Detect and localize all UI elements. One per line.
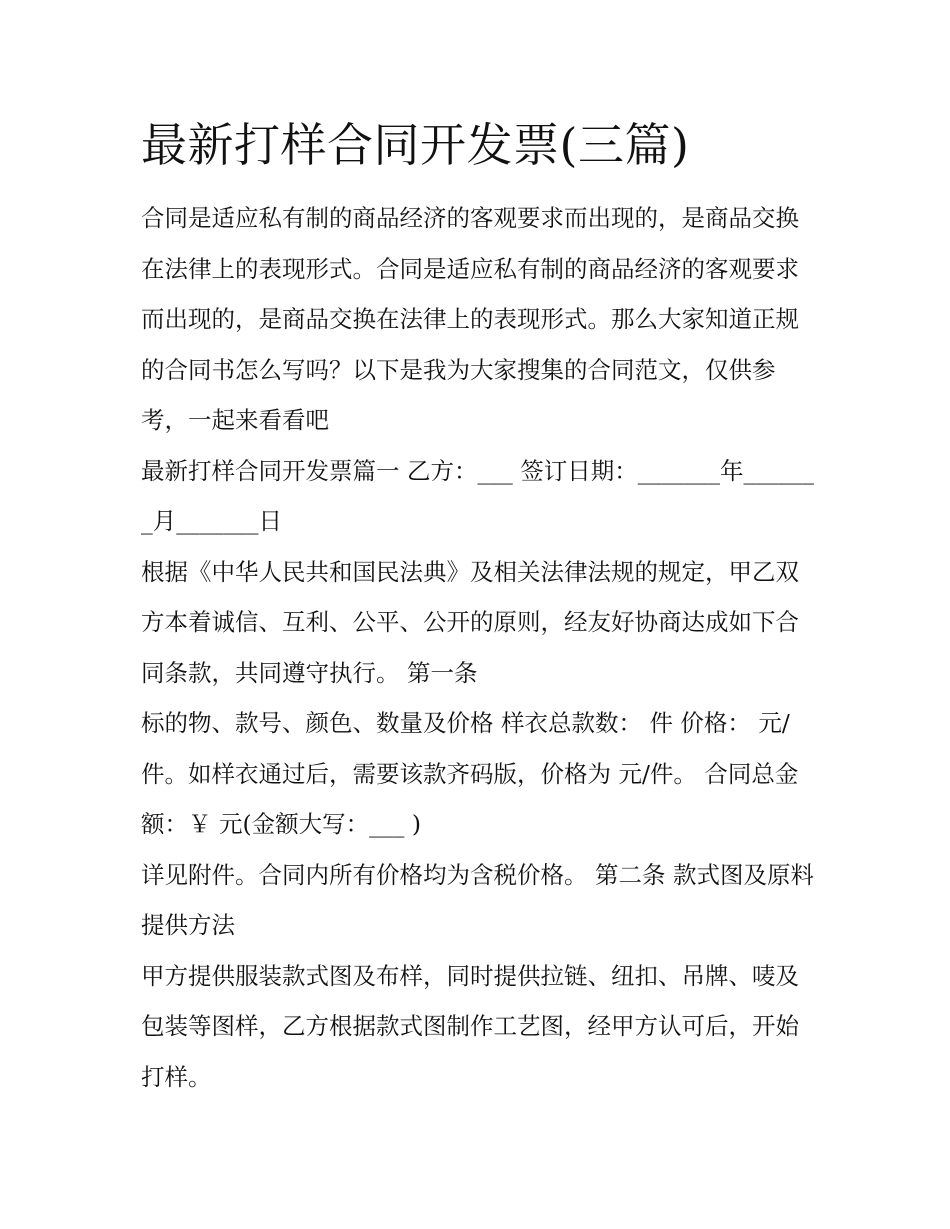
paragraph-intro: 合同是适应私有制的商品经济的客观要求而出现的，是商品交换在法律上的表现形式。合同是适应私有制的商品经济的客观要求而出现的，是商品交换在法律上的表现形式。那么大家知道正规的合同书怎么写吗？以下是我为大家搜集的合同范文，仅供参考，一起来看看吧 [141, 204, 799, 434]
paragraph-section-one-header: 最新打样合同开发票篇一 乙方：___ 签订日期：_______年_______月_______日 [141, 456, 814, 535]
paragraph-material-supply: 甲方提供服装款式图及布样，同时提供拉链、纽扣、吊牌、唛及包装等图样，乙方根据款式图制作工艺图，经甲方认可后，开始打样。 [141, 961, 799, 1091]
paragraph-legal-basis: 根据《中华人民共和国民法典》及相关法律法规的规定，甲乙双方本着诚信、互利、公平、公开的原则，经友好协商达成如下合同条款，共同遵守执行。 第一条 [141, 557, 799, 687]
paragraph-subject-price: 标的物、款号、颜色、数量及价格 样衣总款数： 件 价格： 元/件。如样衣通过后，需要该款齐码版，价格为 元/件。 合同总金额：￥ 元(金额大写：___ ) [141, 709, 799, 838]
document-title: 最新打样合同开发票(三篇) [141, 118, 690, 172]
paragraph-attachment-note: 详见附件。合同内所有价格均为含税价格。 第二条 款式图及原料提供方法 [141, 860, 814, 939]
document-page [141, 110, 821, 1102]
